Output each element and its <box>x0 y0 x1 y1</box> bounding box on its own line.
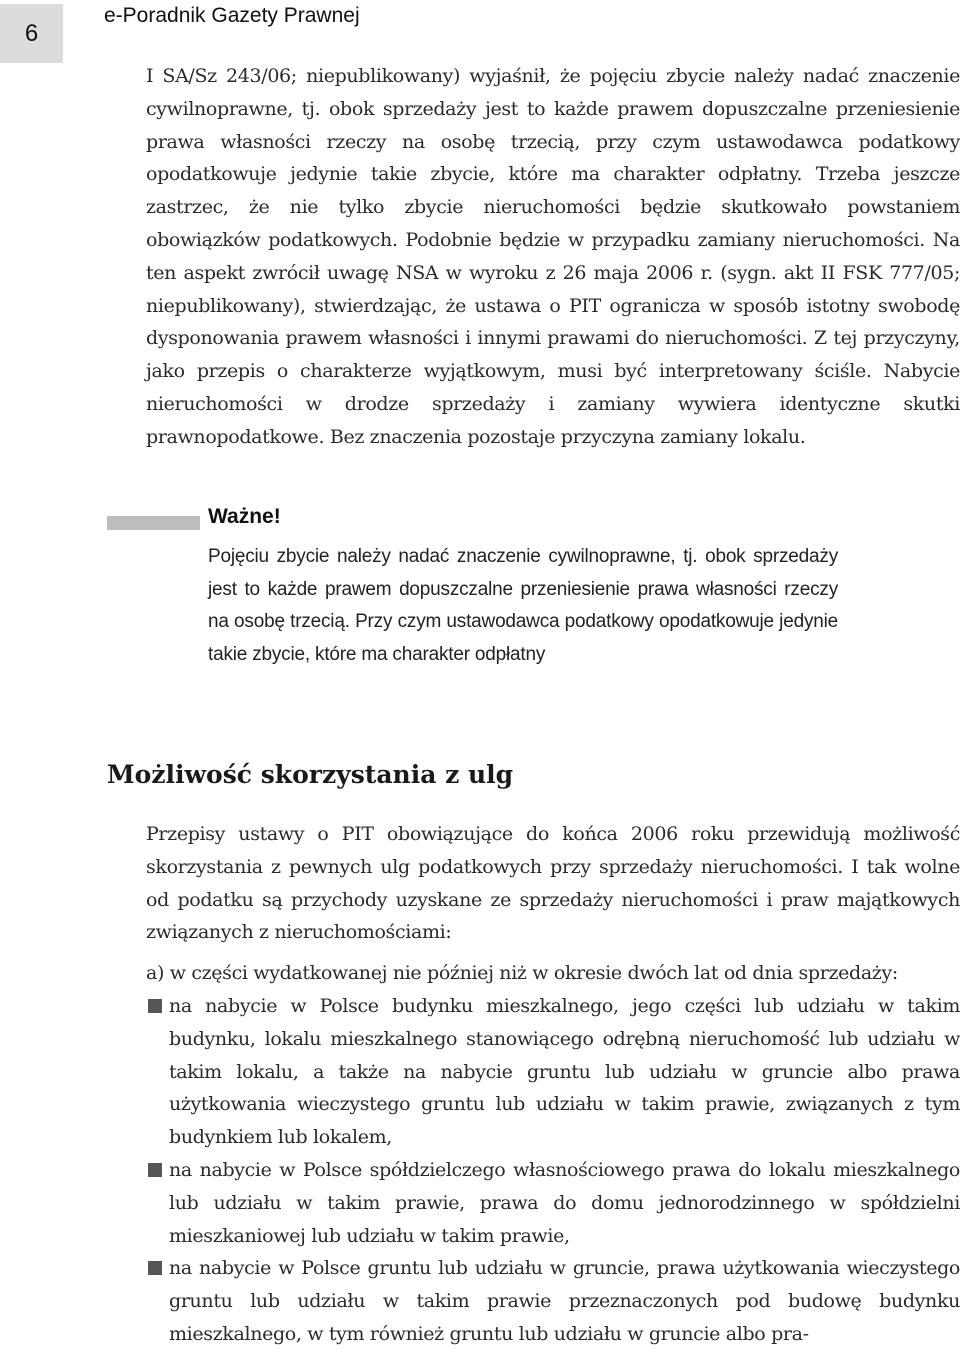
list-item-text: na nabycie w Polsce spółdzielczego własnościowego prawa do lokalu mieszkalnego lub udziału w takim prawie, prawa do domu jednorodzinnego w spółdzielni mieszkaniowej lub udziału w takim prawie, <box>169 1158 960 1247</box>
list-item-text: na nabycie w Polsce budynku mieszkalnego, jego części lub udziału w takim budynku, lokalu mieszkalnego stanowiącego odrębną nieruchomość lub udziału w takim lokalu, a także na nabycie gruntu lub udziału w gruncie albo prawa użytkowania wieczystego gruntu lub udziału w takim prawie, związanych z tym budynkiem lub lokalem, <box>169 995 960 1149</box>
list-item <box>146 990 960 1154</box>
list-intro-a: a) w części wydatkowanej nie później niż w okresie dwóch lat od dnia sprzedaży: <box>146 962 898 984</box>
bullet-square-icon <box>148 999 162 1013</box>
bullet-square-icon <box>148 1163 162 1177</box>
section-heading: Możliwość skorzystania z ulg <box>107 760 514 789</box>
list-item-text: na nabycie w Polsce gruntu lub udziału w gruncie, prawa użytkowania wieczystego gruntu lub udziału w takim prawie przeznaczonych pod budowę budynku mieszkalnego, w tym również gruntu lub udziału w gruncie albo pra- <box>169 1257 960 1345</box>
important-title: Ważne! <box>208 505 281 528</box>
page-number: 6 <box>0 4 63 63</box>
bullet-list <box>146 990 960 1351</box>
important-marker-bar <box>107 516 200 530</box>
important-text: Pojęciu zbycie należy nadać znaczenie cywilnoprawne, tj. obok sprzedaży jest to każde prawem dopuszczalne przeniesienie prawa własności rzeczy na osobę trzecią. Przy czym ustawodawca podatkowy opodatkowuje jedynie takie zbycie, które ma charakter odpłatny <box>208 546 838 665</box>
list-item <box>146 1252 960 1350</box>
paragraph-1: I SA/Sz 243/06; niepublikowany) wyjaśnił, że pojęciu zbycie należy nadać znaczenie cywilnoprawne, tj. obok sprzedaży jest to każde prawem dopuszczalne przeniesienie prawa własności rzeczy na osobę trzecią, przy czym ustawodawca podatkowy opodatkowuje jedynie takie zbycie, które ma charakter odpłatny. Trzeba jeszcze zastrzec, że nie tylko zbycie nieruchomości będzie skutkowało powstaniem obowiązków podatkowych. Podobnie będzie w przypadku zamiany nieruchomości. Na ten aspekt zwrócił uwagę NSA w wyroku z 26 maja 2006 r. (sygn. akt II FSK 777/05; niepublikowany), stwierdzając, że ustawa o PIT ogranicza w sposób istotny swobodę dysponowania prawem własności i innymi prawami do nieruchomości. Z tej przyczyny, jako przepis o charakterze wyjątkowym, musi być interpretowany ściśle. Nabycie nieruchomości w drodze sprzedaży i zamiany wywiera identyczne skutki prawnopodatkowe. Bez znaczenia pozostaje przyczyna zamiany lokalu. <box>146 65 960 448</box>
section-paragraph: Przepisy ustawy o PIT obowiązujące do końca 2006 roku przewidują możliwość skorzystania z pewnych ulg podatkowych przy sprzedaży nieruchomości. I tak wolne od podatku są przychody uzyskane ze sprzedaży nieruchomości i praw majątkowych związanych z nieruchomościami: <box>146 823 960 944</box>
list-item <box>146 1154 960 1252</box>
running-title: e-Poradnik Gazety Prawnej <box>104 4 360 27</box>
bullet-square-icon <box>148 1261 162 1275</box>
